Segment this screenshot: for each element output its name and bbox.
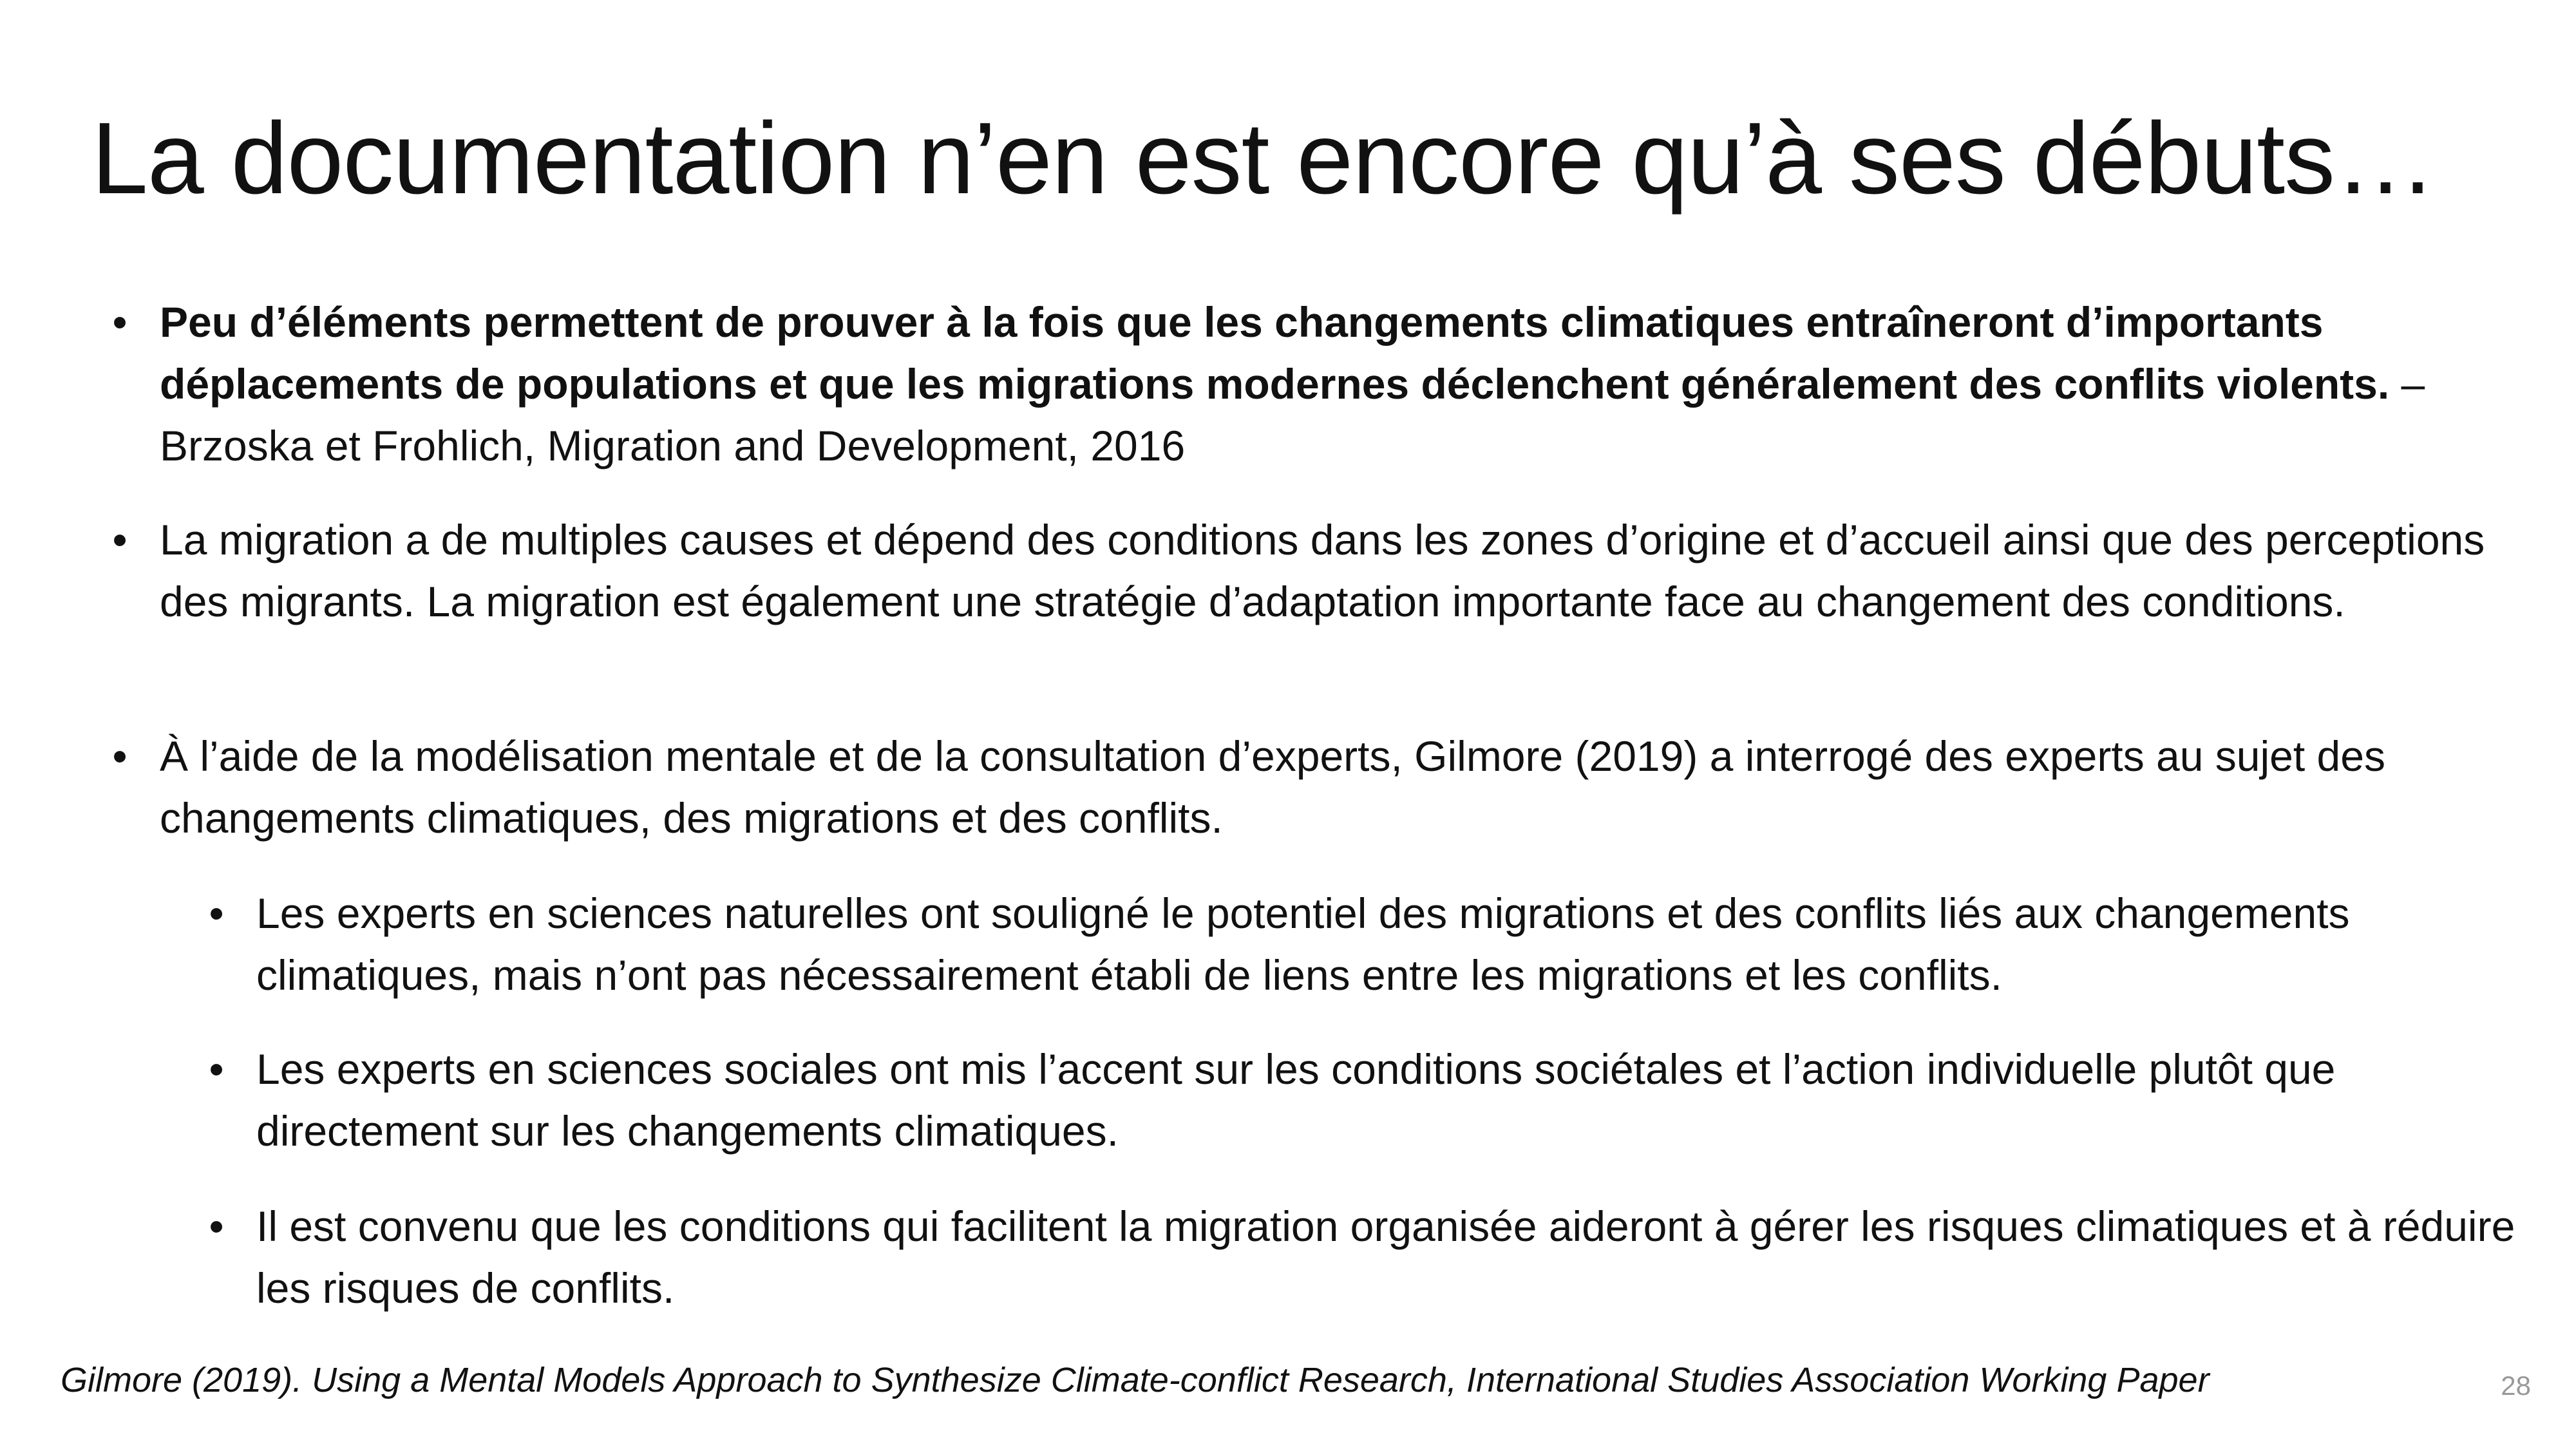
bullet-bold-text: Peu d’éléments permettent de prouver à la fois que les changements climatiques entraîneront d’importants déplacements de populations et que les migrations modernes déclenchent généralement des conflits violents. — [160, 298, 2390, 408]
bullet-dot: • — [209, 1202, 224, 1250]
bullet-dot: • — [112, 298, 128, 346]
bullet-dot: • — [112, 732, 128, 780]
sub-bullet-item-1 — [209, 882, 2523, 1006]
slide-title: La documentation n’en est encore qu’à ses débuts… — [91, 102, 2436, 215]
bullet-item-3 — [112, 725, 2504, 849]
sub-bullet-item-2 — [209, 1038, 2523, 1162]
bullet-item-1 — [112, 291, 2504, 477]
sub-bullet-text: Les experts en sciences naturelles ont souligné le potentiel des migrations et des conflits liés aux changements climatiques, mais n’ont pas nécessairement établi de liens entre les migrations et les conflits. — [256, 889, 2350, 999]
sub-bullet-text: Il est convenu que les conditions qui facilitent la migration organisée aideront à gérer les risques climatiques et à réduire les risques de conflits. — [256, 1202, 2515, 1312]
bullet-citation: – Brzoska et Frohlich, Migration and Development, 2016 — [160, 360, 2425, 469]
bullet-dot: • — [209, 1045, 224, 1093]
bullet-dot: • — [112, 516, 128, 564]
bullet-text: À l’aide de la modélisation mentale et de la consultation d’experts, Gilmore (2019) a interrogé des experts au sujet des changements climatiques, des migrations et des conflits. — [160, 732, 2385, 842]
bullet-item-2 — [112, 509, 2504, 632]
bullet-dot: • — [209, 889, 224, 937]
footer-reference: Gilmore (2019). Using a Mental Models Approach to Synthesize Climate-conflict Research, International Studies Association Working Paper — [61, 1361, 2210, 1399]
sub-bullet-item-3 — [209, 1195, 2523, 1319]
sub-bullet-text: Les experts en sciences sociales ont mis l’accent sur les conditions sociétales et l’action individuelle plutôt que directement sur les changements climatiques. — [256, 1045, 2336, 1155]
bullet-text: La migration a de multiples causes et dépend des conditions dans les zones d’origine et d’accueil ainsi que des perceptions des migrants. La migration est également une stratégie d’adaptation importante face au changement des conditions. — [160, 516, 2485, 625]
page-number: 28 — [2501, 1370, 2531, 1401]
